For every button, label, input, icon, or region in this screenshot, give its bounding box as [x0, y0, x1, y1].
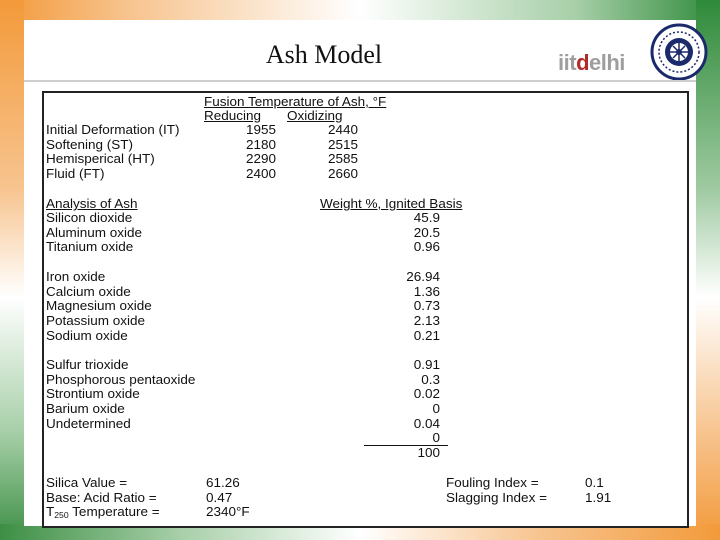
analysis-row-label: Calcium oxide [46, 285, 131, 299]
base-acid-label: Base: Acid Ratio = [46, 491, 157, 505]
analysis-row-label: Strontium oxide [46, 387, 140, 401]
analysis-row-label: Titanium oxide [46, 240, 134, 254]
analysis-row-value: 45.9 [413, 211, 440, 225]
fusion-oxidizing-value: 2660 [327, 167, 358, 181]
slagging-label: Slagging Index = [446, 491, 547, 505]
col-reducing: Reducing [204, 109, 262, 123]
analysis-row-label: Potassium oxide [46, 314, 146, 328]
t250-prefix: T [46, 505, 55, 519]
fusion-reducing-value: 2290 [245, 152, 276, 166]
analysis-row-value: 0.73 [413, 299, 440, 313]
fusion-row-label: Fluid (FT) [46, 167, 105, 181]
fusion-row-label: Initial Deformation (IT) [46, 123, 180, 137]
fusion-reducing-value: 2180 [245, 138, 276, 152]
slagging-value: 1.91 [585, 491, 612, 505]
slide [24, 20, 696, 526]
fouling-value: 0.1 [585, 476, 604, 490]
col-oxidizing: Oxidizing [287, 109, 343, 123]
weight-header: Weight %, Ignited Basis [320, 197, 463, 211]
fusion-row-label: Softening (ST) [46, 138, 134, 152]
analysis-row-value: 0.91 [413, 358, 440, 372]
fusion-reducing-value: 2400 [245, 167, 276, 181]
analysis-row-value: 2.13 [413, 314, 440, 328]
logo-part-3: elhi [589, 50, 625, 75]
logo-part-1: iit [558, 50, 577, 75]
analysis-row-value: 0.21 [413, 329, 440, 343]
slide-title: Ash Model [265, 40, 383, 69]
fusion-oxidizing-value: 2585 [327, 152, 358, 166]
analysis-row-value: 26.94 [406, 270, 440, 284]
header-divider [24, 80, 696, 82]
frame-top [0, 0, 720, 22]
silica-label: Silica Value = [46, 476, 128, 490]
analysis-row-label: Aluminum oxide [46, 226, 143, 240]
fusion-row-label: Hemisperical (HT) [46, 152, 155, 166]
analysis-row-label: Undetermined [46, 417, 131, 431]
analysis-row-label: Sulfur trioxide [46, 358, 129, 372]
iitd-logo-text [558, 50, 625, 76]
analysis-header: Analysis of Ash [46, 197, 138, 211]
analysis-row-value: 1.36 [413, 285, 440, 299]
logo-part-2: d [576, 50, 590, 75]
ash-analysis-document [42, 91, 689, 528]
t250-subscript: 250 [54, 511, 69, 520]
analysis-row-label: Silicon dioxide [46, 211, 133, 225]
analysis-row-value: 0.02 [413, 387, 440, 401]
silica-value: 61.26 [206, 476, 240, 490]
frame-right [696, 0, 720, 540]
fusion-oxidizing-value: 2515 [327, 138, 358, 152]
analysis-row-value: 0 [432, 402, 440, 416]
fusion-header: Fusion Temperature of Ash, °F [204, 95, 387, 109]
analysis-row-label: Sodium oxide [46, 329, 128, 343]
fouling-label: Fouling Index = [446, 476, 539, 490]
analysis-row-value: 20.5 [413, 226, 440, 240]
iitd-emblem-icon [650, 23, 708, 81]
analysis-row-label: Iron oxide [46, 270, 106, 284]
extra-value: 0 [432, 431, 440, 445]
fusion-oxidizing-value: 2440 [327, 123, 358, 137]
fusion-reducing-value: 1955 [245, 123, 276, 137]
analysis-row-value: 0.96 [413, 240, 440, 254]
analysis-row-label: Phosphorous pentaoxide [46, 373, 196, 387]
frame-left [0, 0, 24, 540]
analysis-row-label: Barium oxide [46, 402, 125, 416]
t250-value: 2340°F [206, 505, 250, 519]
t250-label [46, 505, 160, 520]
total-value: 100 [417, 446, 440, 460]
analysis-row-value: 0.3 [421, 373, 440, 387]
base-acid-value: 0.47 [206, 491, 233, 505]
t250-suffix: Temperature = [68, 505, 160, 519]
analysis-row-label: Magnesium oxide [46, 299, 152, 313]
analysis-row-value: 0.04 [413, 417, 440, 431]
